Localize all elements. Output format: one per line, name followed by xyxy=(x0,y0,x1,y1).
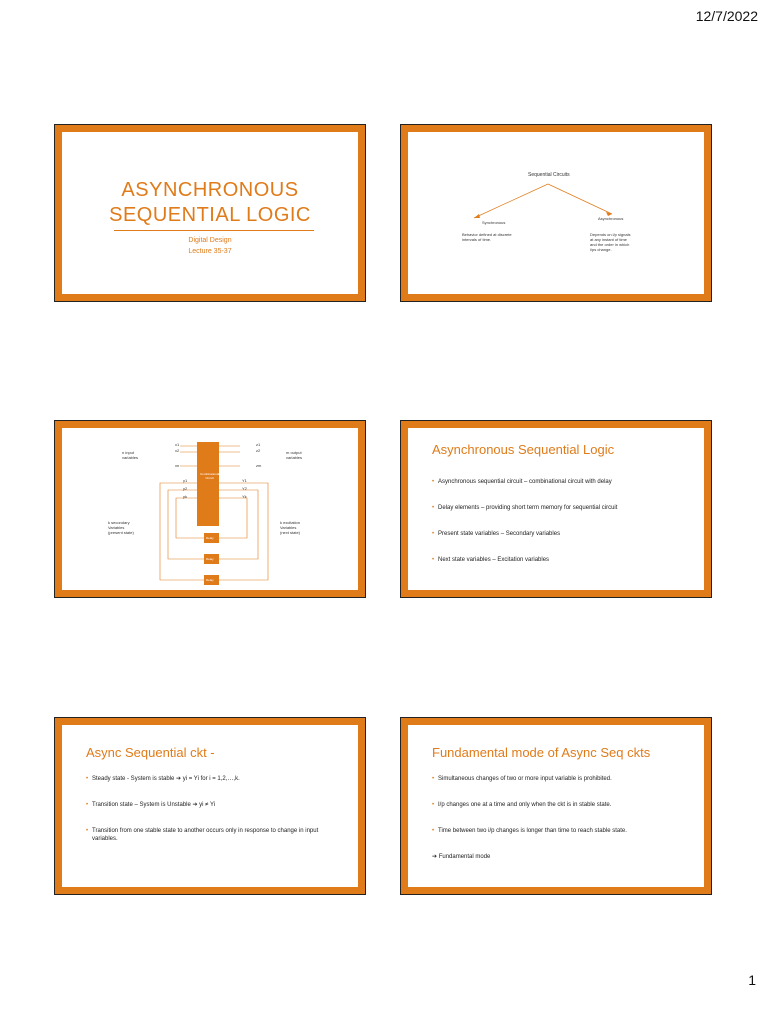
bullet-dot: • xyxy=(432,531,435,537)
z1-label: z1 xyxy=(256,442,261,447)
slide-5-bullets xyxy=(86,775,342,861)
excitation-label-line: k excitation xyxy=(280,520,301,525)
bullet-text: Steady state - System is stable ➔ yi = Yi for i = 1,2,…,k. xyxy=(92,776,240,782)
tree-root: Sequential Circuits xyxy=(528,172,570,178)
left-desc-line: Behavior defined at discrete xyxy=(462,232,512,237)
secondary-label-line: (present state) xyxy=(108,530,134,535)
tree-right-desc xyxy=(590,232,630,252)
bullet-dot: • xyxy=(432,479,435,485)
bullet-dot: • xyxy=(86,802,89,808)
secondary-vars-label xyxy=(108,520,134,535)
right-desc-line: Depends on i/p signals xyxy=(590,232,631,237)
outputs-label-line: m output xyxy=(286,450,302,455)
slide-1-title-line1: ASYNCHRONOUS xyxy=(121,179,299,201)
bullet-item xyxy=(432,827,688,835)
slide-1-subtitle-line1: Digital Design xyxy=(188,237,232,244)
bullet-dot: • xyxy=(432,557,435,563)
tree-diagram xyxy=(408,132,704,294)
block-diagram xyxy=(62,428,358,590)
x1-label: x1 xyxy=(175,442,180,447)
excitation-vars-label xyxy=(280,520,300,535)
Y1-label: Y1 xyxy=(242,478,247,483)
bullet-text: Present state variables – Secondary variables xyxy=(438,531,561,537)
y2-label: y2 xyxy=(183,486,188,491)
delay-label-2: Delay xyxy=(206,557,214,561)
slide-1-thumbnail xyxy=(54,124,366,302)
excitation-label-line: (next state) xyxy=(280,530,301,535)
slide-1-content xyxy=(62,132,358,294)
tree-left-desc xyxy=(462,232,512,242)
tree-right-node: Asynchronous xyxy=(598,216,624,221)
bullet-text: Delay elements – providing short term memory for sequential circuit xyxy=(438,505,618,511)
right-desc-line: and the order in which xyxy=(590,242,630,247)
slide-6-title: Fundamental mode of Async Seq ckts xyxy=(432,745,651,760)
tree-left-node: Synchronous xyxy=(482,220,506,225)
page-number: 1 xyxy=(748,972,756,988)
bullet-dot: • xyxy=(86,828,89,834)
slide-3-thumbnail xyxy=(54,420,366,598)
bullet-dot: • xyxy=(432,828,435,834)
block-label-line: Combinational xyxy=(200,472,220,476)
bullet-item xyxy=(432,775,688,783)
combinational-block xyxy=(197,442,219,526)
slide-2-thumbnail xyxy=(400,124,712,302)
outputs-label-line: variables xyxy=(286,455,303,460)
z2-label: z2 xyxy=(256,448,261,453)
bullet-dot: • xyxy=(432,776,435,782)
yk-label: yk xyxy=(183,494,187,499)
slide-6-thumbnail xyxy=(400,717,712,895)
slide-1-title xyxy=(62,178,358,228)
bullet-text: Simultaneous changes of two or more input variable is prohibited. xyxy=(438,776,612,782)
bullet-item xyxy=(432,530,688,538)
outputs-label xyxy=(286,450,302,460)
Y2-label: Y2 xyxy=(242,486,247,491)
bullet-text: Next state variables – Excitation variables xyxy=(438,557,550,563)
slide-4-content xyxy=(408,428,704,590)
right-desc-line: at any instant of time xyxy=(590,237,627,242)
inputs-label-line: n input xyxy=(122,450,135,455)
bullet-dot: • xyxy=(432,505,435,511)
bullet-item xyxy=(86,827,342,843)
x2-label: x2 xyxy=(175,448,180,453)
combinational-label xyxy=(200,472,219,480)
bullet-item xyxy=(86,775,342,783)
slide-2-content xyxy=(408,132,704,294)
fundamental-mode-note: ➔ Fundamental mode xyxy=(432,854,491,860)
slide-6-content xyxy=(408,725,704,887)
slide-1-subtitle xyxy=(62,235,358,257)
bullet-text: Transition from one stable state to another occurs only in response to change in input variables. xyxy=(92,828,319,842)
slide-6-bullets xyxy=(432,775,688,879)
bullet-text: I/p changes one at a time and only when the ckt is in stable state. xyxy=(438,802,612,808)
inputs-label xyxy=(122,450,138,460)
title-underline xyxy=(114,230,314,231)
print-date: 12/7/2022 xyxy=(695,8,758,24)
slide-5-title: Async Sequential ckt - xyxy=(86,745,215,760)
Yk-label: Yk xyxy=(242,494,247,499)
slide-4-thumbnail xyxy=(400,420,712,598)
xn-label: xn xyxy=(175,463,180,468)
slide-5-content xyxy=(62,725,358,887)
bullet-item xyxy=(432,504,688,512)
slide-5-thumbnail xyxy=(54,717,366,895)
bullet-item xyxy=(86,801,342,809)
delay-label-3: Delay xyxy=(206,578,214,582)
bullet-dot: • xyxy=(86,776,89,782)
slide-1-subtitle-line2: Lecture 35-37 xyxy=(188,248,232,255)
bullet-text: Time between two i/p changes is longer than time to reach stable state. xyxy=(438,828,627,834)
bullet-text: Transition state – System is Unstable ➔ yi ≠ Yi xyxy=(92,802,216,808)
right-desc-line: i/ps change. xyxy=(590,247,612,252)
left-desc-line: intervals of time. xyxy=(462,237,492,242)
y1-label: y1 xyxy=(183,478,188,483)
bullet-dot: • xyxy=(432,802,435,808)
bullet-item xyxy=(432,801,688,809)
delay-label-1: Delay xyxy=(206,536,214,540)
secondary-label-line: k secondary xyxy=(108,520,130,525)
bullet-item xyxy=(432,556,688,564)
block-label-line: Circuit xyxy=(205,476,214,480)
inputs-label-line: variables xyxy=(122,455,139,460)
bullet-text: Asynchronous sequential circuit – combinational circuit with delay xyxy=(438,479,612,485)
bullet-item xyxy=(432,478,688,486)
zm-label: zm xyxy=(256,463,262,468)
secondary-label-line: Variables xyxy=(108,525,125,530)
slide-1-title-line2: SEQUENTIAL LOGIC xyxy=(109,204,311,226)
slide-3-content xyxy=(62,428,358,590)
slide-4-title: Asynchronous Sequential Logic xyxy=(432,442,615,457)
excitation-label-line: Variables xyxy=(280,525,297,530)
slide-4-bullets xyxy=(432,478,688,582)
